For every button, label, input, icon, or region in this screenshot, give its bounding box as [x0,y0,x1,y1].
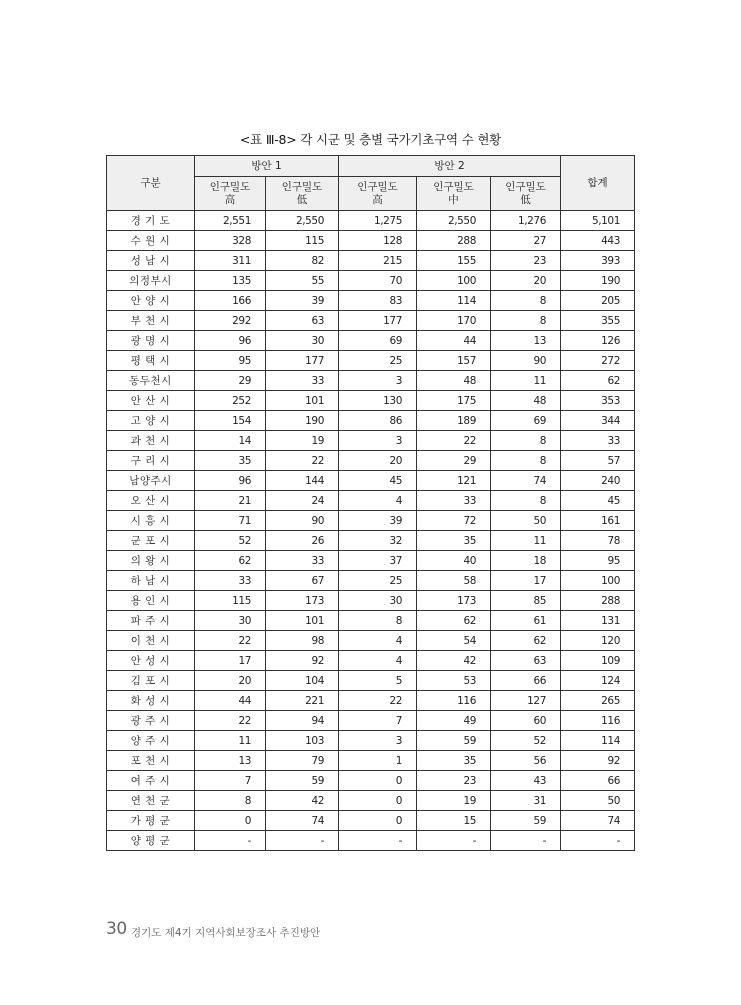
table-row [107,611,635,631]
value-cell: 62 [561,371,635,391]
region-name-cell: 안 산 시 [107,391,195,411]
value-cell: 0 [339,791,417,811]
value-cell: 50 [491,511,561,531]
region-name-cell: 의 왕 시 [107,551,195,571]
value-cell: 8 [491,451,561,471]
table-row [107,571,635,591]
value-cell: 17 [491,571,561,591]
value-cell: 35 [195,451,266,471]
value-cell: 8 [195,791,266,811]
value-cell: 83 [339,291,417,311]
table-row [107,431,635,451]
value-cell: 115 [195,591,266,611]
value-cell: 29 [417,451,491,471]
header-sub-label: 인구밀도 [209,180,251,193]
region-name-cell: 평 택 시 [107,351,195,371]
value-cell: 8 [491,491,561,511]
value-cell: - [417,831,491,851]
value-cell: 344 [561,411,635,431]
value-cell: 44 [417,331,491,351]
region-name-cell: 성 남 시 [107,251,195,271]
value-cell: 43 [491,771,561,791]
value-cell: 52 [491,731,561,751]
value-cell: 31 [491,791,561,811]
header-sub-label: 인구밀도 [433,180,474,193]
table-row [107,451,635,471]
value-cell: 95 [195,351,266,371]
value-cell: 144 [266,471,339,491]
header-sub-plan1-high [195,177,266,211]
value-cell: 67 [266,571,339,591]
value-cell: 69 [491,411,561,431]
value-cell: 32 [339,531,417,551]
header-sub-label: 인구밀도 [505,180,546,193]
value-cell: 2,550 [266,211,339,231]
value-cell: 0 [339,771,417,791]
table-row [107,631,635,651]
header-sub-plan1-low [266,177,339,211]
value-cell: 3 [339,371,417,391]
value-cell: 33 [561,431,635,451]
value-cell: 35 [417,531,491,551]
table-row [107,351,635,371]
value-cell: 173 [266,591,339,611]
value-cell: 240 [561,471,635,491]
value-cell: 177 [339,311,417,331]
value-cell: 78 [561,531,635,551]
value-cell: 127 [491,691,561,711]
value-cell: 13 [491,331,561,351]
value-cell: 30 [266,331,339,351]
value-cell: 1,276 [491,211,561,231]
value-cell: 20 [339,451,417,471]
region-name-cell: 시 흥 시 [107,511,195,531]
value-cell: 0 [339,811,417,831]
value-cell: 166 [195,291,266,311]
value-cell: 22 [195,631,266,651]
value-cell: 62 [491,631,561,651]
value-cell: 19 [266,431,339,451]
table-row [107,291,635,311]
region-name-cell: 수 원 시 [107,231,195,251]
table-row [107,311,635,331]
value-cell: 45 [561,491,635,511]
value-cell: 66 [491,671,561,691]
region-name-cell: 의정부시 [107,271,195,291]
value-cell: 7 [195,771,266,791]
region-name-cell: 양 평 군 [107,831,195,851]
value-cell: 120 [561,631,635,651]
region-name-cell: 광 명 시 [107,331,195,351]
header-plan-1: 방안 1 [195,156,339,177]
value-cell: 59 [491,811,561,831]
value-cell: 35 [417,751,491,771]
table-row [107,711,635,731]
value-cell: 49 [417,711,491,731]
table-row [107,751,635,771]
value-cell: 62 [195,551,266,571]
value-cell: 272 [561,351,635,371]
value-cell: 33 [417,491,491,511]
value-cell: 157 [417,351,491,371]
header-sub-label: 인구밀도 [357,180,398,193]
region-name-cell: 고 양 시 [107,411,195,431]
value-cell: 30 [339,591,417,611]
value-cell: 96 [195,331,266,351]
value-cell: 30 [195,611,266,631]
value-cell: 353 [561,391,635,411]
value-cell: 79 [266,751,339,771]
region-name-cell: 군 포 시 [107,531,195,551]
value-cell: 190 [266,411,339,431]
region-name-cell: 여 주 시 [107,771,195,791]
table-row [107,591,635,611]
value-cell: 393 [561,251,635,271]
table-row [107,491,635,511]
value-cell: 135 [195,271,266,291]
value-cell: 27 [491,231,561,251]
value-cell: 24 [266,491,339,511]
header-total: 합계 [561,156,635,211]
value-cell: 292 [195,311,266,331]
value-cell: 23 [417,771,491,791]
value-cell: 252 [195,391,266,411]
table-row [107,691,635,711]
value-cell: 2,550 [417,211,491,231]
header-sub-level: 低 [520,193,531,206]
value-cell: 33 [266,551,339,571]
region-name-cell: 부 천 시 [107,311,195,331]
value-cell: 221 [266,691,339,711]
value-cell: 8 [491,291,561,311]
value-cell: 72 [417,511,491,531]
value-cell: 11 [195,731,266,751]
footer-title: 경기도 제4기 지역사회보장조사 추진방안 [131,927,321,939]
value-cell: 42 [266,791,339,811]
value-cell: 355 [561,311,635,331]
value-cell: 42 [417,651,491,671]
value-cell: 124 [561,671,635,691]
region-name-cell: 구 리 시 [107,451,195,471]
value-cell: 154 [195,411,266,431]
value-cell: 1,275 [339,211,417,231]
value-cell: 29 [195,371,266,391]
value-cell: 116 [561,711,635,731]
value-cell: 20 [491,271,561,291]
value-cell: 2,551 [195,211,266,231]
header-sub-plan2-low [491,177,561,211]
value-cell: 90 [491,351,561,371]
value-cell: 177 [266,351,339,371]
table-row [107,471,635,491]
value-cell: 103 [266,731,339,751]
value-cell: 288 [561,591,635,611]
value-cell: - [491,831,561,851]
value-cell: 96 [195,471,266,491]
region-name-cell: 과 천 시 [107,431,195,451]
value-cell: 25 [339,571,417,591]
region-name-cell: 용 인 시 [107,591,195,611]
value-cell: 53 [417,671,491,691]
table-row [107,831,635,851]
value-cell: 13 [195,751,266,771]
value-cell: 443 [561,231,635,251]
value-cell: 92 [266,651,339,671]
value-cell: 33 [195,571,266,591]
value-cell: - [561,831,635,851]
table-row [107,651,635,671]
value-cell: 3 [339,731,417,751]
value-cell: 175 [417,391,491,411]
header-sub-level: 高 [224,193,236,206]
value-cell: 5 [339,671,417,691]
value-cell: 70 [339,271,417,291]
value-cell: 61 [491,611,561,631]
value-cell: 59 [417,731,491,751]
region-name-cell: 양 주 시 [107,731,195,751]
region-name-cell: 파 주 시 [107,611,195,631]
value-cell: - [266,831,339,851]
table-body [107,211,635,851]
value-cell: 39 [266,291,339,311]
value-cell: 15 [417,811,491,831]
value-cell: 215 [339,251,417,271]
value-cell: 22 [266,451,339,471]
value-cell: 126 [561,331,635,351]
value-cell: 100 [561,571,635,591]
table-row [107,271,635,291]
table-row [107,251,635,271]
region-name-cell: 이 천 시 [107,631,195,651]
region-name-cell: 광 주 시 [107,711,195,731]
value-cell: 19 [417,791,491,811]
region-name-cell: 포 천 시 [107,751,195,771]
header-sub-plan2-mid [417,177,491,211]
value-cell: 95 [561,551,635,571]
region-name-cell: 오 산 시 [107,491,195,511]
value-cell: 86 [339,411,417,431]
region-name-cell: 가 평 군 [107,811,195,831]
value-cell: 45 [339,471,417,491]
value-cell: 48 [491,391,561,411]
value-cell: 63 [266,311,339,331]
value-cell: 17 [195,651,266,671]
value-cell: 98 [266,631,339,651]
value-cell: 39 [339,511,417,531]
value-cell: 54 [417,631,491,651]
value-cell: 0 [195,811,266,831]
region-name-cell: 화 성 시 [107,691,195,711]
value-cell: 69 [339,331,417,351]
value-cell: 8 [339,611,417,631]
value-cell: 4 [339,631,417,651]
table-row [107,211,635,231]
value-cell: 50 [561,791,635,811]
value-cell: 58 [417,571,491,591]
table-row [107,791,635,811]
value-cell: 155 [417,251,491,271]
value-cell: 26 [266,531,339,551]
value-cell: 92 [561,751,635,771]
value-cell: 11 [491,371,561,391]
value-cell: 52 [195,531,266,551]
value-cell: 18 [491,551,561,571]
header-category: 구분 [107,156,195,211]
value-cell: 114 [417,291,491,311]
value-cell: 82 [266,251,339,271]
header-sub-level: 高 [372,193,383,206]
value-cell: 94 [266,711,339,731]
value-cell: 328 [195,231,266,251]
page-number: 30 [106,919,127,939]
value-cell: 161 [561,511,635,531]
value-cell: 74 [561,811,635,831]
value-cell: 265 [561,691,635,711]
value-cell: 57 [561,451,635,471]
table-row [107,731,635,751]
header-sub-level: 中 [448,193,459,206]
value-cell: 4 [339,651,417,671]
value-cell: 101 [266,611,339,631]
value-cell: 20 [195,671,266,691]
header-sub-plan2-high [339,177,417,211]
table-row [107,371,635,391]
value-cell: 25 [339,351,417,371]
table-row [107,811,635,831]
value-cell: 101 [266,391,339,411]
value-cell: 7 [339,711,417,731]
value-cell: 170 [417,311,491,331]
value-cell: 11 [491,531,561,551]
header-sub-label: 인구밀도 [281,180,323,193]
table-row [107,511,635,531]
value-cell: 37 [339,551,417,571]
value-cell: 40 [417,551,491,571]
value-cell: 74 [491,471,561,491]
table-row [107,771,635,791]
zone-count-table [106,155,635,851]
value-cell: 85 [491,591,561,611]
value-cell: 1 [339,751,417,771]
value-cell: 100 [417,271,491,291]
region-name-cell: 하 남 시 [107,571,195,591]
value-cell: 4 [339,491,417,511]
value-cell: 22 [417,431,491,451]
value-cell: 190 [561,271,635,291]
table-row [107,231,635,251]
value-cell: 22 [339,691,417,711]
region-name-cell: 경 기 도 [107,211,195,231]
value-cell: 48 [417,371,491,391]
value-cell: - [195,831,266,851]
value-cell: 8 [491,311,561,331]
value-cell: 63 [491,651,561,671]
value-cell: 115 [266,231,339,251]
value-cell: 90 [266,511,339,531]
value-cell: 21 [195,491,266,511]
value-cell: 66 [561,771,635,791]
value-cell: - [339,831,417,851]
table-row [107,391,635,411]
value-cell: 288 [417,231,491,251]
value-cell: 128 [339,231,417,251]
region-name-cell: 안 성 시 [107,651,195,671]
value-cell: 59 [266,771,339,791]
value-cell: 205 [561,291,635,311]
region-name-cell: 안 양 시 [107,291,195,311]
value-cell: 109 [561,651,635,671]
table-row [107,531,635,551]
table-row [107,551,635,571]
table-row [107,411,635,431]
value-cell: 23 [491,251,561,271]
value-cell: 189 [417,411,491,431]
value-cell: 114 [561,731,635,751]
value-cell: 33 [266,371,339,391]
region-name-cell: 남양주시 [107,471,195,491]
value-cell: 60 [491,711,561,731]
value-cell: 62 [417,611,491,631]
table-caption: <표 Ⅲ-8> 각 시군 및 층별 국가기초구역 수 현황 [239,132,502,147]
value-cell: 8 [491,431,561,451]
value-cell: 173 [417,591,491,611]
table-row [107,671,635,691]
value-cell: 116 [417,691,491,711]
value-cell: 56 [491,751,561,771]
value-cell: 131 [561,611,635,631]
region-name-cell: 연 천 군 [107,791,195,811]
value-cell: 71 [195,511,266,531]
value-cell: 14 [195,431,266,451]
value-cell: 44 [195,691,266,711]
region-name-cell: 김 포 시 [107,671,195,691]
value-cell: 3 [339,431,417,451]
table-row [107,331,635,351]
value-cell: 121 [417,471,491,491]
value-cell: 130 [339,391,417,411]
value-cell: 5,101 [561,211,635,231]
value-cell: 55 [266,271,339,291]
value-cell: 311 [195,251,266,271]
region-name-cell: 동두천시 [107,371,195,391]
value-cell: 22 [195,711,266,731]
value-cell: 74 [266,811,339,831]
header-sub-level: 低 [296,193,308,206]
header-plan-2: 방안 2 [339,156,561,177]
value-cell: 104 [266,671,339,691]
